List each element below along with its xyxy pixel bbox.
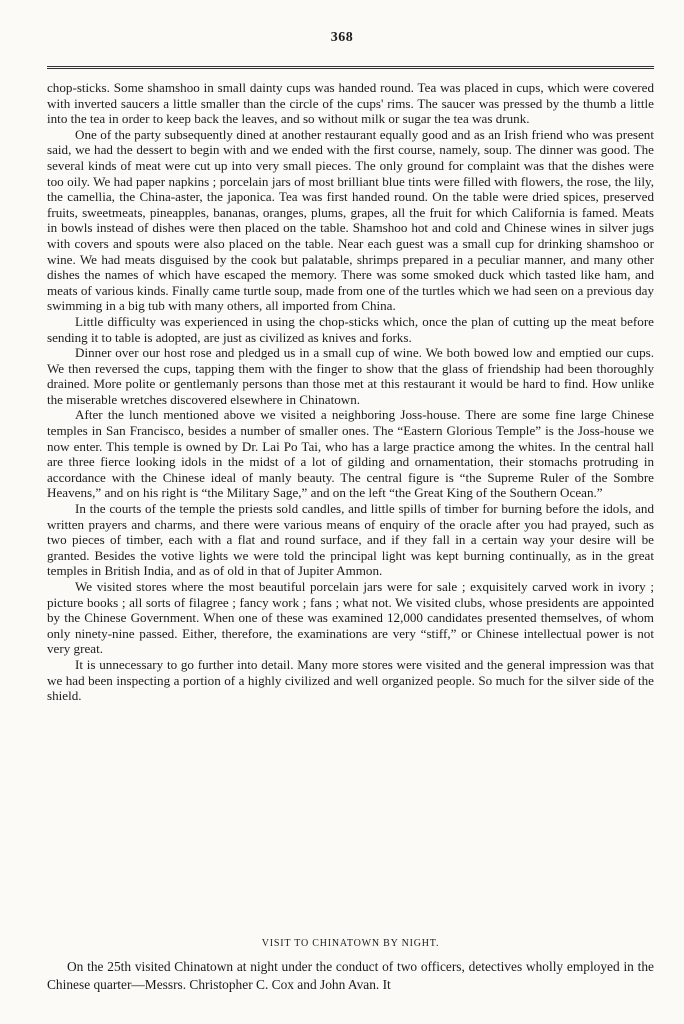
paragraph: It is unnecessary to go further into detail. Many more stores were visited and the general impression was that we had been inspecting a portion of a highly civilized and well organized people. So much for the silver side of the shield.: [47, 656, 654, 704]
paragraph: Little difficulty was experienced in using the chop-sticks which, once the plan of cutting up the meat before sending it to table is adopted, are just as civilized as knives and forks.: [47, 313, 654, 345]
paragraph: In the courts of the temple the priests sold candles, and little spills of timber for burning before the idols, and written prayers and charms, and there were various means of enquiry of the oracle after you had prayed, such as two pieces of timber, each with a flat and round surface, and if they fall in a certain way your desire will be granted. Besides the votive lights we were told the principal light was kept burning continually, as in the great temples in British India, and as of old in that of Jupiter Ammon.: [47, 501, 654, 579]
paragraph: One of the party subsequently dined at another restaurant equally good and as an Irish friend who was present said, we had the dessert to begin with and we ended with the first course, namely, soup. The dinner was good. The several kinds of meat were cut up into very small pieces. The only ground for complaint was that the dishes were too oily. We had paper napkins ; porcelain jars of most brilliant blue tints were filled with flowers, the rose, the lily, the camellia, the China-aster, the japonica. Tea was first handed round. On the table were dried spices, preserved fruits, sweetmeats, pineapples, bananas, oranges, plums, grapes, all the fruit for which California is famed. Meats in bowls instead of dishes were then placed on the table. Shamshoo hot and cold and Chinese wines in silver jugs with covers and spouts were also placed on the table. Near each guest was a small cup for drinking shamshoo or wine. We had meats disguised by the cook but palatable, shrimps prepared in a peculiar manner, and many other dishes the names of which have escaped the memory. There was some smoked duck which tasted like ham, and meats of various kinds. Finally came turtle soup, made from one of the turtles which we had seen on a previous day swimming in a big tub with many others, all imported from China.: [47, 126, 654, 314]
paragraph: We visited stores where the most beautiful porcelain jars were for sale ; exquisitely carved work in ivory ; picture books ; all sorts of filagree ; fancy work ; fans ; what not. We visited clubs, whose presidents are appointed by the Chinese Government. When one of these was examined 12,000 candidates presented themselves, of whom only ninety-nine passed. Either, therefore, the examinations are very “stiff,” or Chinese intellectual power is not very great.: [47, 579, 654, 657]
header-rule: [47, 66, 654, 69]
page-number: 368: [330, 30, 354, 45]
paragraph: Dinner over our host rose and pledged us in a small cup of wine. We both bowed low and emptied our cups. We then reversed the cups, tapping them with the finger to show that the glass of friendship had been thoroughly drained. More polite or gentlemanly persons than those met at this restaurant it would be hard to find. How unlike the miserable wretches discovered elsewhere in Chinatown.: [47, 345, 654, 407]
paragraph: chop-sticks. Some shamshoo in small dainty cups was handed round. Tea was placed in cups, which were covered with inverted saucers a little smaller than the circle of the cups' rims. The saucer was pressed by the thumb a little into the tea in order to keep back the leaves, and so without milk or sugar the tea was drunk.: [47, 80, 654, 127]
paragraph: After the lunch mentioned above we visited a neighboring Joss-house. There are some fine large Chinese temples in San Francisco, besides a number of smaller ones. The “Eastern Glorious Temple” is the Joss-house we now enter. This temple is owned by Dr. Lai Po Tai, who has a large practice among the whites. In the central hall are three fierce looking idols in the midst of a lot of gilding and ornamentation, their stomachs protruding in accordance with the Chinese ideal of manly beauty. The central figure is “the Supreme Ruler of the Sombre Heavens,” and on his right is “the Military Sage,” and on the left “the Great King of the Southern Ocean.”: [47, 407, 654, 501]
section-heading: VISIT TO CHINATOWN BY NIGHT.: [261, 938, 440, 949]
paragraph: On the 25th visited Chinatown at night under the conduct of two officers, detectives wholly employed in the Chinese quarter—Messrs. Christopher C. Cox and John Avan. It: [47, 959, 654, 992]
page-body: [47, 80, 654, 704]
final-paragraph-block: [47, 958, 654, 994]
